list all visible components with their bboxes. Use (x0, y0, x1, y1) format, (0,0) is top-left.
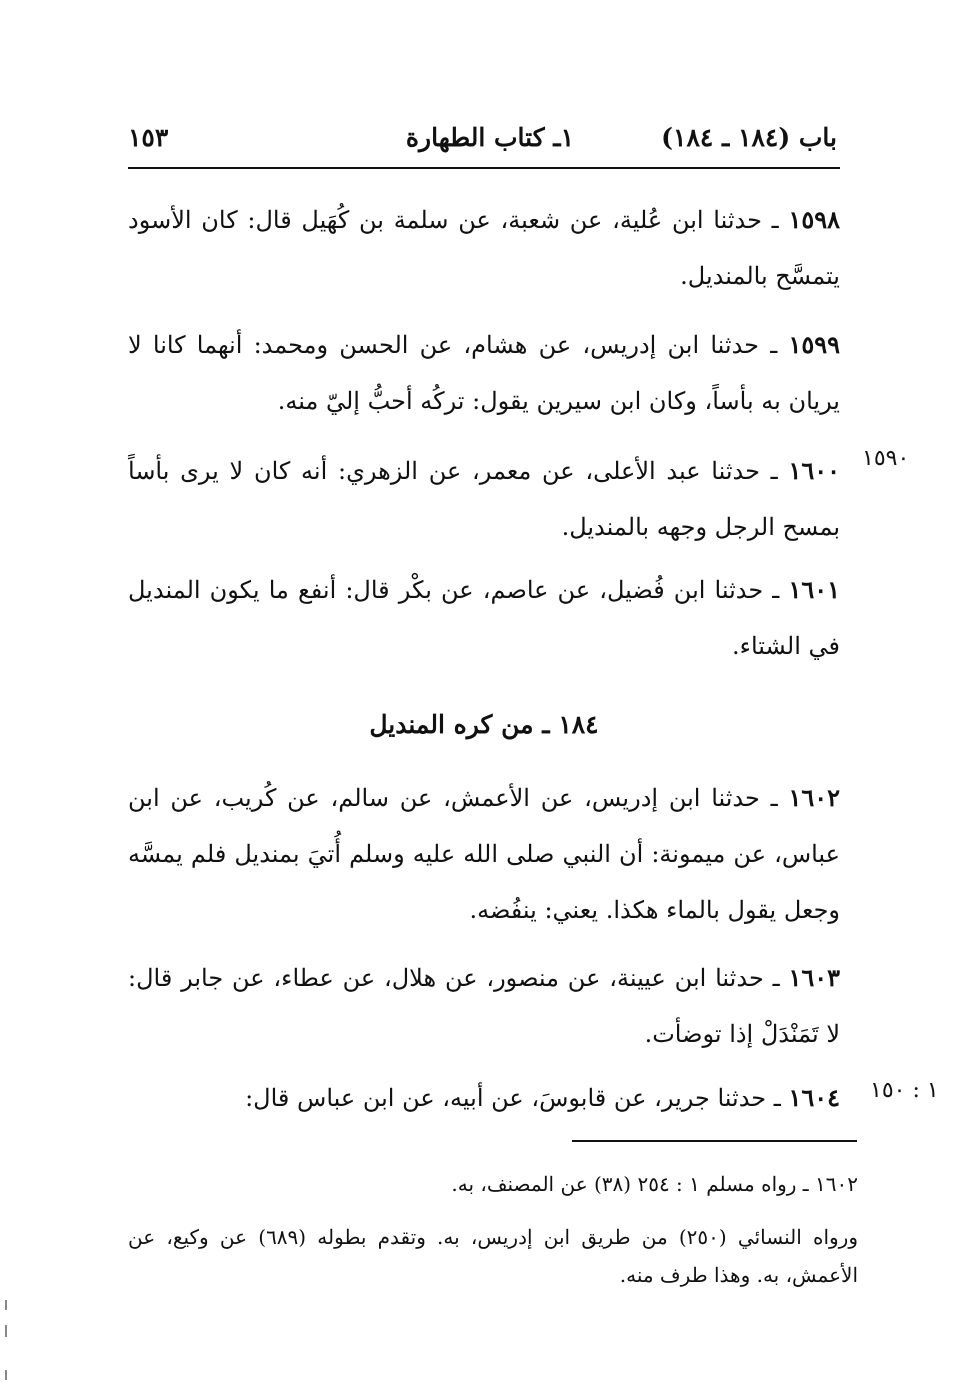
running-header-book: ١ـ كتاب الطهارة (405, 123, 575, 152)
hadith-number: ١٦٠٠ (788, 456, 840, 485)
footnote-rule (572, 1140, 857, 1142)
scan-mark (5, 1300, 7, 1310)
hadith-number: ١٦٠٣ (788, 963, 841, 992)
hadith-text: ـ حدثنا ابن إدريس، عن الأعمش، عن سالم، عن كُريب، عن ابن عباس، عن ميمونة: أن النبي صلى الله عليه وسلم أُتيَ بمنديل فلم يمسَّه وجعل يقول بالماء هكذا. يعني: ينفُضه. (128, 784, 840, 924)
hadith-1601 (128, 562, 840, 674)
hadith-1598 (128, 192, 840, 304)
hadith-text: ـ حدثنا ابن فُضيل، عن عاصم، عن بكْر قال: أنفع ما يكون المنديل في الشتاء. (128, 576, 840, 660)
hadith-number: ١٦٠١ (788, 575, 840, 604)
hadith-1600 (128, 443, 840, 555)
scan-mark (5, 1370, 7, 1380)
hadith-text: ـ حدثنا جرير، عن قابوسَ، عن أبيه، عن ابن عباس قال: (245, 1084, 789, 1112)
margin-reference: ١ : ١٥٠ (870, 1078, 939, 1103)
hadith-number: ١٥٩٩ (788, 330, 840, 359)
header-rule (128, 167, 840, 169)
hadith-1602 (128, 770, 840, 938)
hadith-text: ـ حدثنا ابن عُلية، عن شعبة، عن سلمة بن كُهَيل قال: كان الأسود يتمسَّح بالمنديل. (128, 206, 840, 290)
hadith-number: ١٥٩٨ (788, 205, 840, 234)
running-header-chapter: باب (١٨٤ ـ ١٨٤) (661, 123, 837, 152)
hadith-1604 (128, 1070, 840, 1126)
page-number: ١٥٣ (128, 123, 169, 152)
footnote-1602: ١٦٠٢ ـ رواه مسلم ١ : ٢٥٤ (٣٨) عن المصنف، به. (451, 1172, 858, 1196)
footnote-1602-continued: ورواه النسائي (٢٥٠) من طريق ابن إدريس، به. وتقدم بطوله (٦٨٩) عن وكيع، عن الأعمش، به. وهذا طرف منه. (128, 1225, 858, 1287)
margin-reference: ١٥٩٠ (862, 446, 910, 471)
hadith-1599 (128, 317, 840, 429)
hadith-number: ١٦٠٤ (788, 1083, 840, 1112)
hadith-text: ـ حدثنا ابن إدريس، عن هشام، عن الحسن ومحمد: أنهما كانا لا يريان به بأساً، وكان ابن سيرين يقول: تركُه أحبُّ إليّ منه. (128, 331, 840, 415)
hadith-1603 (128, 950, 840, 1062)
hadith-text: ـ حدثنا عبد الأعلى، عن معمر، عن الزهري: أنه كان لا يرى بأساً بمسح الرجل وجهه بالمنديل. (128, 457, 840, 541)
scan-mark (5, 1325, 7, 1337)
section-heading: ١٨٤ ـ من كره المنديل (369, 710, 599, 739)
hadith-text: ـ حدثنا ابن عيينة، عن منصور، عن هلال، عن عطاء، عن جابر قال: لا تَمَنْدَلْ إذا توضأت. (128, 964, 840, 1048)
hadith-number: ١٦٠٢ (788, 783, 840, 812)
